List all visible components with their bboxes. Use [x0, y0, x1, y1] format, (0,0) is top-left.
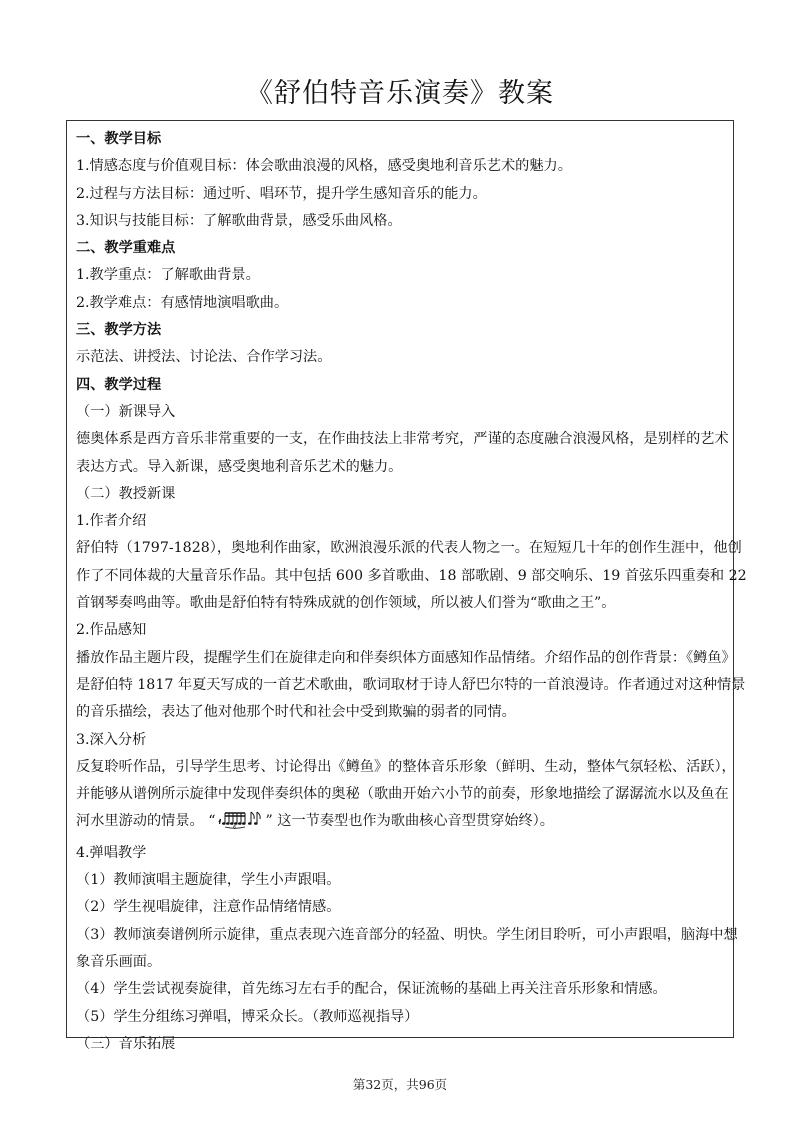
teaching-step: （5）学生分组练习弹唱，博采众长。（教师巡视指导） — [76, 1008, 419, 1025]
section-heading-key-points: 二、教学重难点 — [76, 240, 176, 257]
rhythm-notation-icon — [217, 809, 263, 839]
work-perception-line: 是舒伯特 1817 年夏天写成的一首艺术歌曲，歌词取材于诗人舒巴尔特的一首浪漫诗。作者通过对这种情景 — [76, 676, 746, 693]
key-point-item: 1.教学重点：了解歌曲背景。 — [76, 267, 260, 284]
objective-item: 2.过程与方法目标：通过听、唱环节，提升学生感知音乐的能力。 — [76, 185, 487, 202]
teaching-step: （2）学生视唱旋律，注意作品情绪情感。 — [76, 899, 341, 916]
teaching-step: （1）教师演唱主题旋律，学生小声跟唱。 — [76, 872, 341, 889]
key-point-item: 2.教学难点：有感情地演唱歌曲。 — [76, 294, 289, 311]
section-heading-methods: 三、教学方法 — [76, 322, 162, 339]
page-number: 第32页，共96页 — [352, 1077, 448, 1092]
subsection-title-new-lesson: （二）教授新课 — [76, 485, 176, 502]
intro-text-line: 德奥体系是西方音乐非常重要的一支，在作曲技法上非常考究，严谨的态度融合浪漫风格，是别样的艺术 — [76, 431, 729, 448]
work-perception-line: 的音乐描绘，表达了他对他那个时代和社会中受到欺骗的弱者的同情。 — [76, 704, 516, 721]
analysis-line: 反复聆听作品，引导学生思考、讨论得出《鳟鱼》的整体音乐形象（鲜明、生动，整体气氛轻松、活跃）， — [76, 758, 736, 775]
methods-text: 示范法、讲授法、讨论法、合作学习法。 — [76, 349, 332, 366]
analysis-line-end: 这一节奏型也作为歌曲核心音型贯穿始终）。 — [277, 813, 554, 830]
objective-item: 1.情感态度与价值观目标：体会歌曲浪漫的风格，感受奥地利音乐艺术的魅力。 — [76, 158, 572, 175]
singing-teaching-title: 4.弹唱教学 — [76, 844, 147, 861]
author-intro-title: 1.作者介绍 — [76, 513, 147, 530]
analysis-line-with-rhythm — [76, 808, 721, 839]
quote-open: “ — [208, 813, 216, 830]
author-intro-line: 舒伯特（1797-1828），奥地利作曲家，欧洲浪漫乐派的代表人物之一。在短短几十年的创作生涯中，他创 — [76, 540, 742, 557]
svg-text:6: 6 — [233, 825, 237, 832]
author-intro-line: 作了不同体裁的大量音乐作品。其中包括 600 多首歌曲、18 部歌剧、9 部交响乐、19 首弦乐四重奏和 22 — [76, 567, 747, 584]
section-heading-process: 四、教学过程 — [76, 376, 162, 393]
section-heading-objectives: 一、教学目标 — [76, 131, 162, 147]
analysis-line-start: 河水里游动的情景。 — [76, 813, 204, 830]
work-perception-title: 2.作品感知 — [76, 622, 147, 639]
analysis-title: 3.深入分析 — [76, 731, 147, 748]
teaching-step: （4）学生尝试视奏旋律，首先练习左右手的配合，保证流畅的基础上再关注音乐形象和情感。 — [76, 981, 667, 998]
work-perception-line: 播放作品主题片段，提醒学生们在旋律走向和伴奏织体方面感知作品情绪。介绍作品的创作背景：《鳟鱼》 — [76, 649, 736, 666]
intro-text-line: 表达方式。导入新课，感受奥地利音乐艺术的魅力。 — [76, 458, 403, 475]
lesson-plan-content — [66, 120, 747, 1052]
objective-item: 3.知识与技能目标：了解歌曲背景，感受乐曲风格。 — [76, 212, 402, 229]
teaching-step-continued: 象音乐画面。 — [76, 953, 162, 970]
document-title: 《舒伯特音乐演奏》教案 — [246, 78, 554, 109]
quote-close: ” — [265, 813, 273, 830]
subsection-title-intro: （一）新课导入 — [76, 403, 176, 420]
teaching-step: （3）教师演奏谱例所示旋律，重点表现六连音部分的轻盈、明快。学生闭目聆听，可小声跟唱，脑海中想 — [76, 926, 738, 943]
subsection-title-extension: （三）音乐拓展 — [76, 1035, 176, 1052]
analysis-line: 并能够从谱例所示旋律中发现伴奏织体的奥秘（歌曲开始六小节的前奏，形象地描绘了潺潺流水以及鱼在 — [76, 786, 729, 803]
author-intro-line: 首钢琴奏鸣曲等。歌曲是舒伯特有特殊成就的创作领域，所以被人们誉为“歌曲之王”。 — [76, 595, 616, 612]
